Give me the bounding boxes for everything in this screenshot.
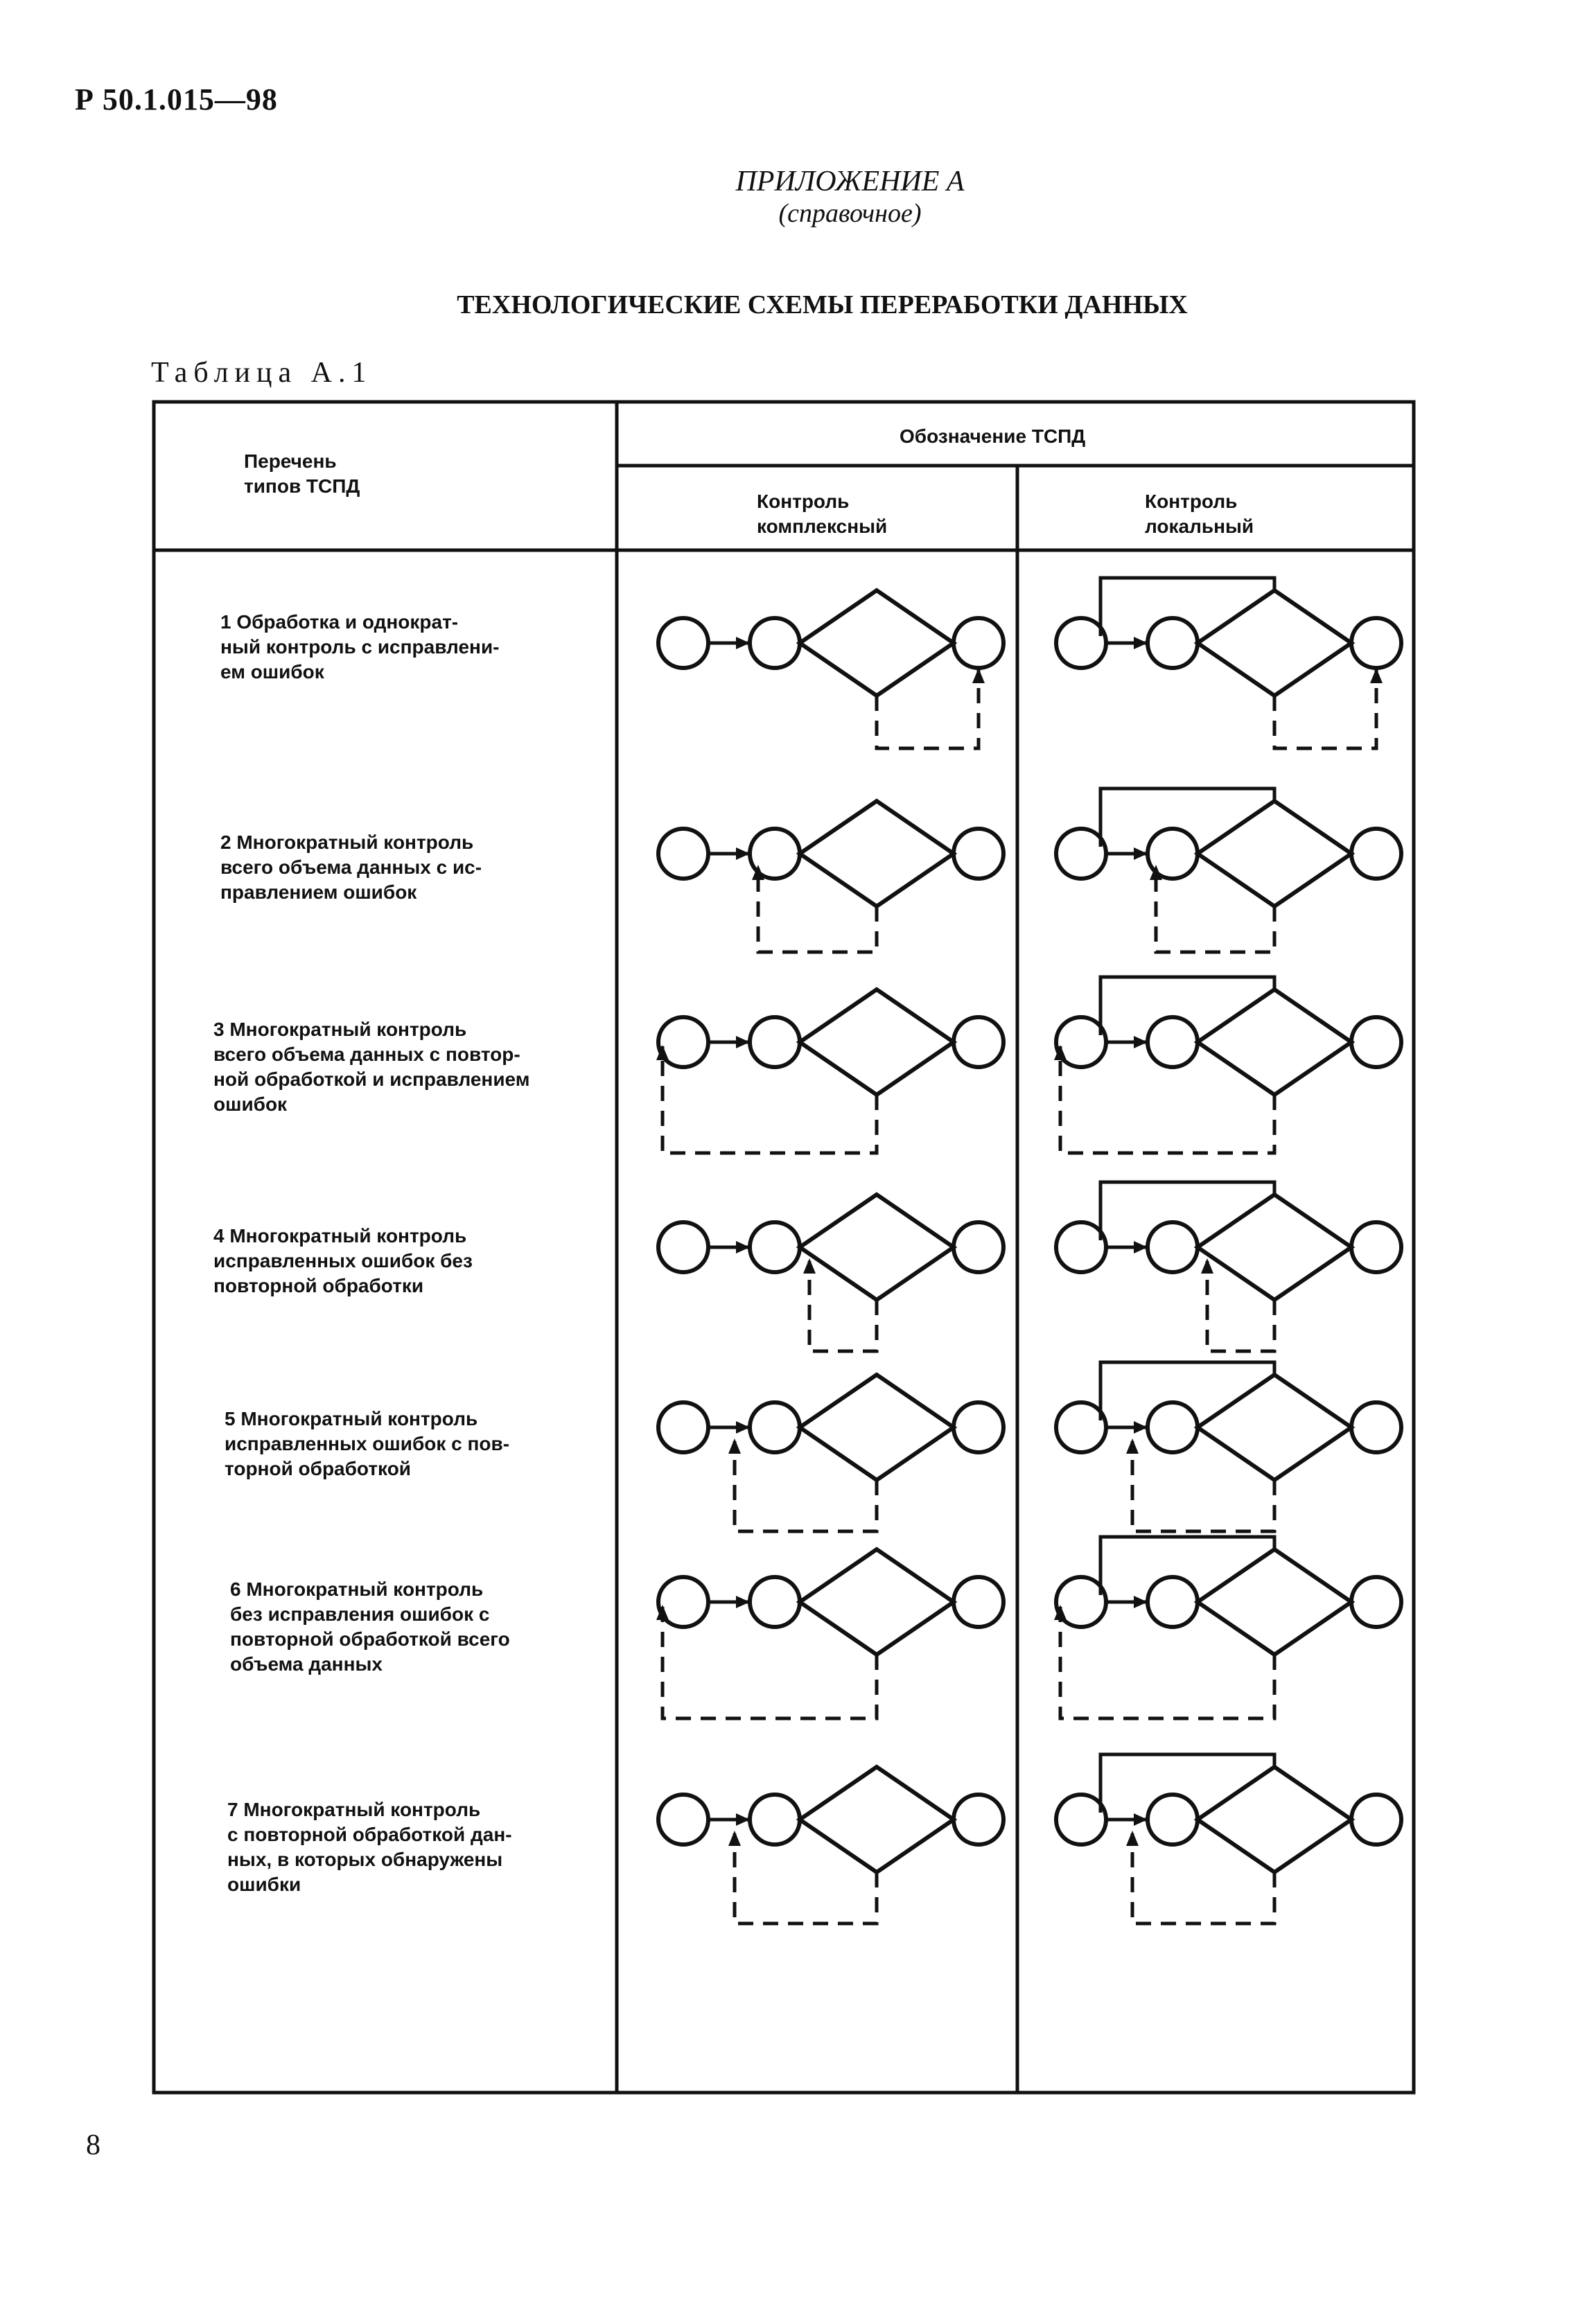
decision-diamond: [800, 1375, 954, 1480]
annex-title: ПРИЛОЖЕНИЕ А: [735, 166, 965, 197]
return-line: [735, 1441, 877, 1531]
process-node: [1056, 1402, 1106, 1452]
process-node: [658, 1222, 708, 1272]
decision-diamond: [1198, 989, 1351, 1095]
arrow-head: [736, 847, 750, 860]
process-node: [1056, 1222, 1106, 1272]
decision-diamond: [800, 1195, 954, 1300]
process-node: [750, 1017, 800, 1067]
process-node: [1148, 1795, 1198, 1845]
decision-diamond: [800, 1767, 954, 1872]
process-node: [750, 618, 800, 668]
arrow-head: [1370, 668, 1383, 683]
arrow-head: [972, 668, 985, 683]
process-node: [1351, 1222, 1401, 1272]
arrow-head: [736, 1813, 750, 1826]
decision-diamond: [1198, 1549, 1351, 1655]
process-node: [954, 1795, 1003, 1845]
process-node: [954, 1222, 1003, 1272]
decision-diamond: [1198, 801, 1351, 906]
row-label-4: 4 Многократный контроль исправленных ошибок без повторной обработки: [213, 1225, 473, 1296]
group-header: Обозначение ТСПД: [900, 425, 1086, 447]
decision-diamond: [1198, 1195, 1351, 1300]
arrow-head: [1134, 1421, 1148, 1434]
arrow-head: [1134, 1813, 1148, 1826]
arrow-head: [1134, 1241, 1148, 1253]
scheme-diagrams: [656, 578, 1401, 1924]
process-node: [750, 1577, 800, 1627]
decision-diamond: [800, 989, 954, 1095]
col2-header: Контроль комплексный: [757, 491, 888, 537]
process-node: [954, 1017, 1003, 1067]
row-label-2: 2 Многократный контроль всего объема данных с ис- правлением ошибок: [220, 831, 482, 903]
decision-diamond: [1198, 1767, 1351, 1872]
process-node: [658, 1402, 708, 1452]
process-node: [954, 1402, 1003, 1452]
arrow-head: [736, 1596, 750, 1608]
return-line: [1132, 1441, 1274, 1531]
process-node: [658, 829, 708, 879]
process-node: [954, 1577, 1003, 1627]
process-node: [1351, 829, 1401, 879]
arrow-head: [1201, 1258, 1213, 1274]
return-line: [735, 1833, 877, 1924]
arrow-head: [736, 1241, 750, 1253]
process-node: [954, 618, 1003, 668]
row-label-5: 5 Многократный контроль исправленных ошибок с пов- торной обработкой: [225, 1408, 510, 1479]
decision-diamond: [800, 801, 954, 906]
process-node: [1056, 618, 1106, 668]
process-node: [1056, 1795, 1106, 1845]
arrow-head: [803, 1258, 816, 1274]
arrow-head: [1134, 1036, 1148, 1048]
arrow-head: [1134, 1596, 1148, 1608]
decision-diamond: [1198, 1375, 1351, 1480]
process-node: [1148, 1402, 1198, 1452]
row-label-3: 3 Многократный контроль всего объема данных с повтор- ной обработкой и исправлением ошибок: [213, 1019, 530, 1115]
return-line: [1274, 668, 1376, 748]
process-node: [658, 618, 708, 668]
process-node: [1351, 1577, 1401, 1627]
process-node: [1351, 1795, 1401, 1845]
arrow-head: [1134, 847, 1148, 860]
row-label-6: 6 Многократный контроль без исправления ошибок с повторной обработкой всего объема данных: [230, 1578, 510, 1675]
arrow-head: [736, 1421, 750, 1434]
row-label-1: 1 Обработка и однократ- ный контроль с исправлени- ем ошибок: [220, 611, 500, 683]
return-line: [877, 668, 979, 748]
process-node: [750, 1795, 800, 1845]
section-heading: ТЕХНОЛОГИЧЕСКИЕ СХЕМЫ ПЕРЕРАБОТКИ ДАННЫХ: [457, 290, 1188, 319]
process-node: [1351, 1017, 1401, 1067]
arrow-head: [1126, 1831, 1139, 1846]
arrow-head: [728, 1831, 741, 1846]
arrow-head: [736, 637, 750, 649]
page-number: 8: [86, 2129, 100, 2161]
process-node: [658, 1795, 708, 1845]
process-node: [1148, 1222, 1198, 1272]
process-node: [750, 1402, 800, 1452]
process-node: [954, 829, 1003, 879]
arrow-head: [728, 1438, 741, 1454]
decision-diamond: [1198, 590, 1351, 696]
process-node: [1351, 1402, 1401, 1452]
arrow-head: [1134, 637, 1148, 649]
annex-subtitle: (справочное): [778, 199, 922, 228]
col1-header: Перечень типов ТСПД: [244, 450, 360, 497]
return-line: [1132, 1833, 1274, 1924]
process-node: [1148, 1577, 1198, 1627]
decision-diamond: [800, 590, 954, 696]
col3-header: Контроль локальный: [1145, 491, 1254, 537]
document-code: Р 50.1.015—98: [75, 82, 278, 116]
process-node: [1056, 829, 1106, 879]
arrow-head: [1126, 1438, 1139, 1454]
decision-diamond: [800, 1549, 954, 1655]
process-node: [1148, 1017, 1198, 1067]
process-node: [1351, 618, 1401, 668]
table-caption: Таблица А.1: [151, 357, 373, 389]
row-label-7: 7 Многократный контроль с повторной обработкой дан- ных, в которых обнаружены ошибки: [227, 1799, 512, 1895]
process-node: [1148, 618, 1198, 668]
arrow-head: [736, 1036, 750, 1048]
process-node: [750, 1222, 800, 1272]
